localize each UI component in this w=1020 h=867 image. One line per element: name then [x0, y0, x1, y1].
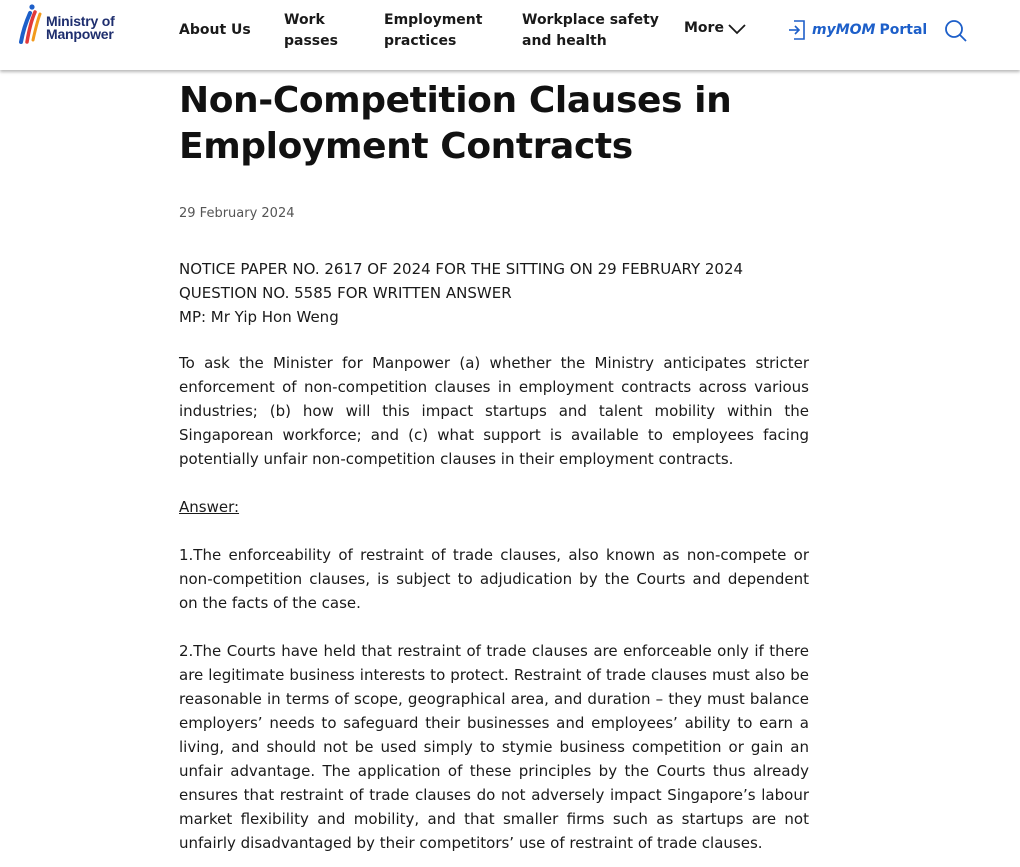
notice-block: [179, 257, 743, 329]
answer-paragraph-1: 1.The enforceability of restraint of trade clauses, also known as non-compete or non-competition clauses, is subject to adjudication by the Courts and dependent on the facts of the case.: [179, 546, 809, 612]
nav-label: About Us: [179, 22, 251, 38]
publish-date: 29 February 2024: [179, 206, 295, 221]
title-line-2: Employment Contracts: [179, 126, 633, 167]
portal-prefix: myMOM: [812, 22, 876, 38]
answer-label: Answer:: [179, 498, 240, 516]
portal-suffix: Portal: [879, 22, 928, 38]
page-title: [179, 78, 809, 170]
notice-line: QUESTION NO. 5585 FOR WRITTEN ANSWER: [179, 284, 512, 302]
notice-line: MP: Mr Yip Hon Weng: [179, 308, 339, 326]
nav-label: More: [684, 20, 724, 36]
nav-more[interactable]: [684, 18, 724, 39]
nav-label: Work: [284, 12, 325, 28]
chevron-down-icon[interactable]: [728, 22, 746, 36]
article-content: [179, 78, 809, 852]
answer-paragraph-2: 2.The Courts have held that restraint of trade clauses are enforceable only if there are legitimate business interests to protect. Restraint of trade clauses must also be reasonable in terms of scope, geographical area, and duration – they must balance employers’ needs to safeguard their businesses and employees’ ability to earn a living, and should not be used simply to stymie business competition or gain an unfair advantage. The application of these principles by the Courts thus already ensures that restraint of trade clauses do not adversely impact Singapore’s labour market flexibility and mobility, and that smaller firms such as startups are not unfairly disadvantaged by their competitors’ use of restraint of trade clauses.: [179, 642, 809, 852]
nav-label: and health: [522, 33, 607, 49]
nav-work-passes[interactable]: [284, 10, 338, 52]
search-icon[interactable]: [944, 19, 968, 43]
site-header: [0, 0, 1020, 70]
nav-workplace-safety[interactable]: [522, 10, 659, 52]
nav-label: passes: [284, 33, 338, 49]
nav-label: practices: [384, 33, 457, 49]
question-paragraph: To ask the Minister for Manpower (a) whether the Ministry anticipates stricter enforcement of non-competition clauses in employment contracts across various industries; (b) how will this impact startups and talent mobility within the Singaporean workforce; and (c) what support is available to employees facing potentially unfair non-competition clauses in their employment contracts.: [179, 354, 809, 468]
login-icon: [788, 19, 806, 41]
logo-line-1: Ministry of: [46, 13, 115, 29]
notice-line: NOTICE PAPER NO. 2617 OF 2024 FOR THE SITTING ON 29 FEBRUARY 2024: [179, 260, 744, 278]
mom-logo[interactable]: [18, 4, 128, 46]
title-line-1: Non-Competition Clauses in: [179, 80, 732, 121]
logo-line-2: Manpower: [46, 26, 114, 42]
nav-employment-practices[interactable]: [384, 10, 482, 52]
nav-label: Employment: [384, 12, 483, 28]
mom-logo-icon: [18, 4, 48, 46]
nav-label: Workplace safety: [522, 12, 659, 28]
nav-about-us[interactable]: [179, 20, 251, 41]
logo-text: [46, 15, 115, 41]
mymom-portal-link[interactable]: [788, 18, 927, 42]
